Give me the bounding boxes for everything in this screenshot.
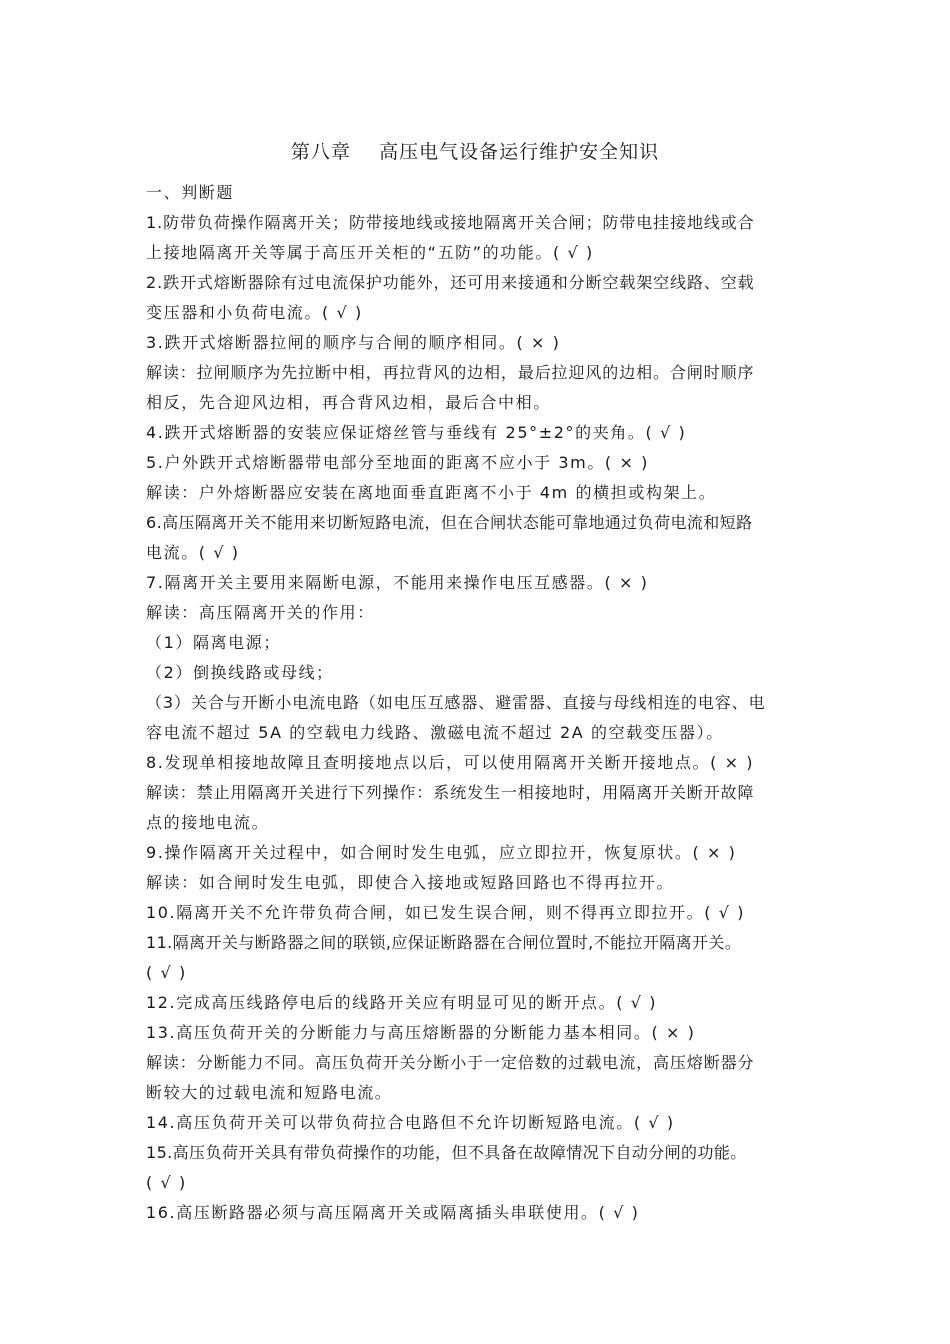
text-line: 相反，先合迎风边相，再合背风边相，最后合中相。 (146, 393, 551, 412)
document-body (146, 178, 811, 1228)
section-heading: 一、判断题 (146, 183, 235, 202)
text-line: 解读：高压隔离开关的作用： (146, 603, 375, 622)
text-line: 10.隔离开关不允许带负荷合闸，如已发生误合闸，则不得再立即拉开。( √ ) (146, 903, 746, 922)
text-line: （2）倒换线路或母线； (146, 663, 334, 682)
text-line: 7.隔离开关主要用来隔断电源，不能用来操作电压互感器。( × ) (146, 573, 649, 592)
text-line: 断较大的过载电流和短路电流。 (146, 1083, 393, 1102)
text-line: 11.隔离开关与断路器之间的联锁,应保证断路器在合闸位置时,不能拉开隔离开关。 (146, 933, 742, 952)
text-line: 2.跌开式熔断器除有过电流保护功能外，还可用来接通和分断空载架空线路、空载 (146, 273, 755, 292)
text-line: 16.高压断路器必须与高压隔离开关或隔离插头串联使用。( √ ) (146, 1203, 640, 1222)
text-line: 4.跌开式熔断器的安装应保证熔丝管与垂线有 25°±2°的夹角。( √ ) (146, 423, 687, 442)
text-line: 解读：拉闸顺序为先拉断中相，再拉背风的边相，最后拉迎风的边相。合闸时顺序 (146, 363, 755, 382)
text-line: 容电流不超过 5A 的空载电力线路、激磁电流不超过 2A 的空载变压器）。 (146, 723, 724, 742)
text-line: 电流。( √ ) (146, 543, 240, 562)
text-line: 5.户外跌开式熔断器带电部分至地面的距离不应小于 3m。( × ) (146, 453, 649, 472)
text-line: ( √ ) (146, 1173, 187, 1192)
text-line: （1）隔离电源； (146, 633, 281, 652)
text-line: 6.高压隔离开关不能用来切断短路电流，但在合闸状态能可靠地通过负荷电流和短路 (146, 513, 753, 532)
text-line: 解读：分断能力不同。高压负荷开关分断小于一定倍数的过载电流，高压熔断器分 (146, 1053, 755, 1072)
text-line: 解读：户外熔断器应安装在离地面垂直距离不小于 4m 的横担或构架上。 (146, 483, 717, 502)
text-line: 1.防带负荷操作隔离开关；防带接地线或接地隔离开关合闸；防带电挂接地线或合 (146, 213, 755, 232)
text-line: 上接地隔离开关等属于高压开关柜的“五防”的功能。( √ ) (146, 243, 594, 262)
text-line: 8.发现单相接地故障且查明接地点以后，可以使用隔离开关断开接地点。( × ) (146, 753, 755, 772)
text-line: 12.完成高压线路停电后的线路开关应有明显可见的断开点。( √ ) (146, 993, 658, 1012)
text-line: 解读：禁止用隔离开关进行下列操作：系统发生一相接地时，用隔离开关断开故障 (146, 783, 755, 802)
text-line: 点的接地电流。 (146, 813, 270, 832)
text-line: 13.高压负荷开关的分断能力与高压熔断器的分断能力基本相同。( × ) (146, 1023, 696, 1042)
text-line: 变压器和小负荷电流。( √ ) (146, 303, 363, 322)
text-line: 15.高压负荷开关具有带负荷操作的功能，但不具备在故障情况下自动分闸的功能。 (146, 1143, 747, 1162)
text-line: 14.高压负荷开关可以带负荷拉合电路但不允许切断短路电流。( √ ) (146, 1113, 675, 1132)
text-line: 解读：如合闸时发生电弧，即使合入接地或短路回路也不得再拉开。 (146, 873, 675, 892)
text-line: ( √ ) (146, 963, 187, 982)
text-line: 3.跌开式熔断器拉闸的顺序与合闸的顺序相同。( × ) (146, 333, 561, 352)
text-line: （3）关合与开断小电流电路（如电压互感器、避雷器、直接与母线相连的电容、电 (146, 693, 766, 712)
chapter-title: 第八章 高压电气设备运行维护安全知识 (290, 141, 660, 163)
text-line: 9.操作隔离开关过程中，如合闸时发生电弧，应立即拉开，恢复原状。( × ) (146, 843, 737, 862)
